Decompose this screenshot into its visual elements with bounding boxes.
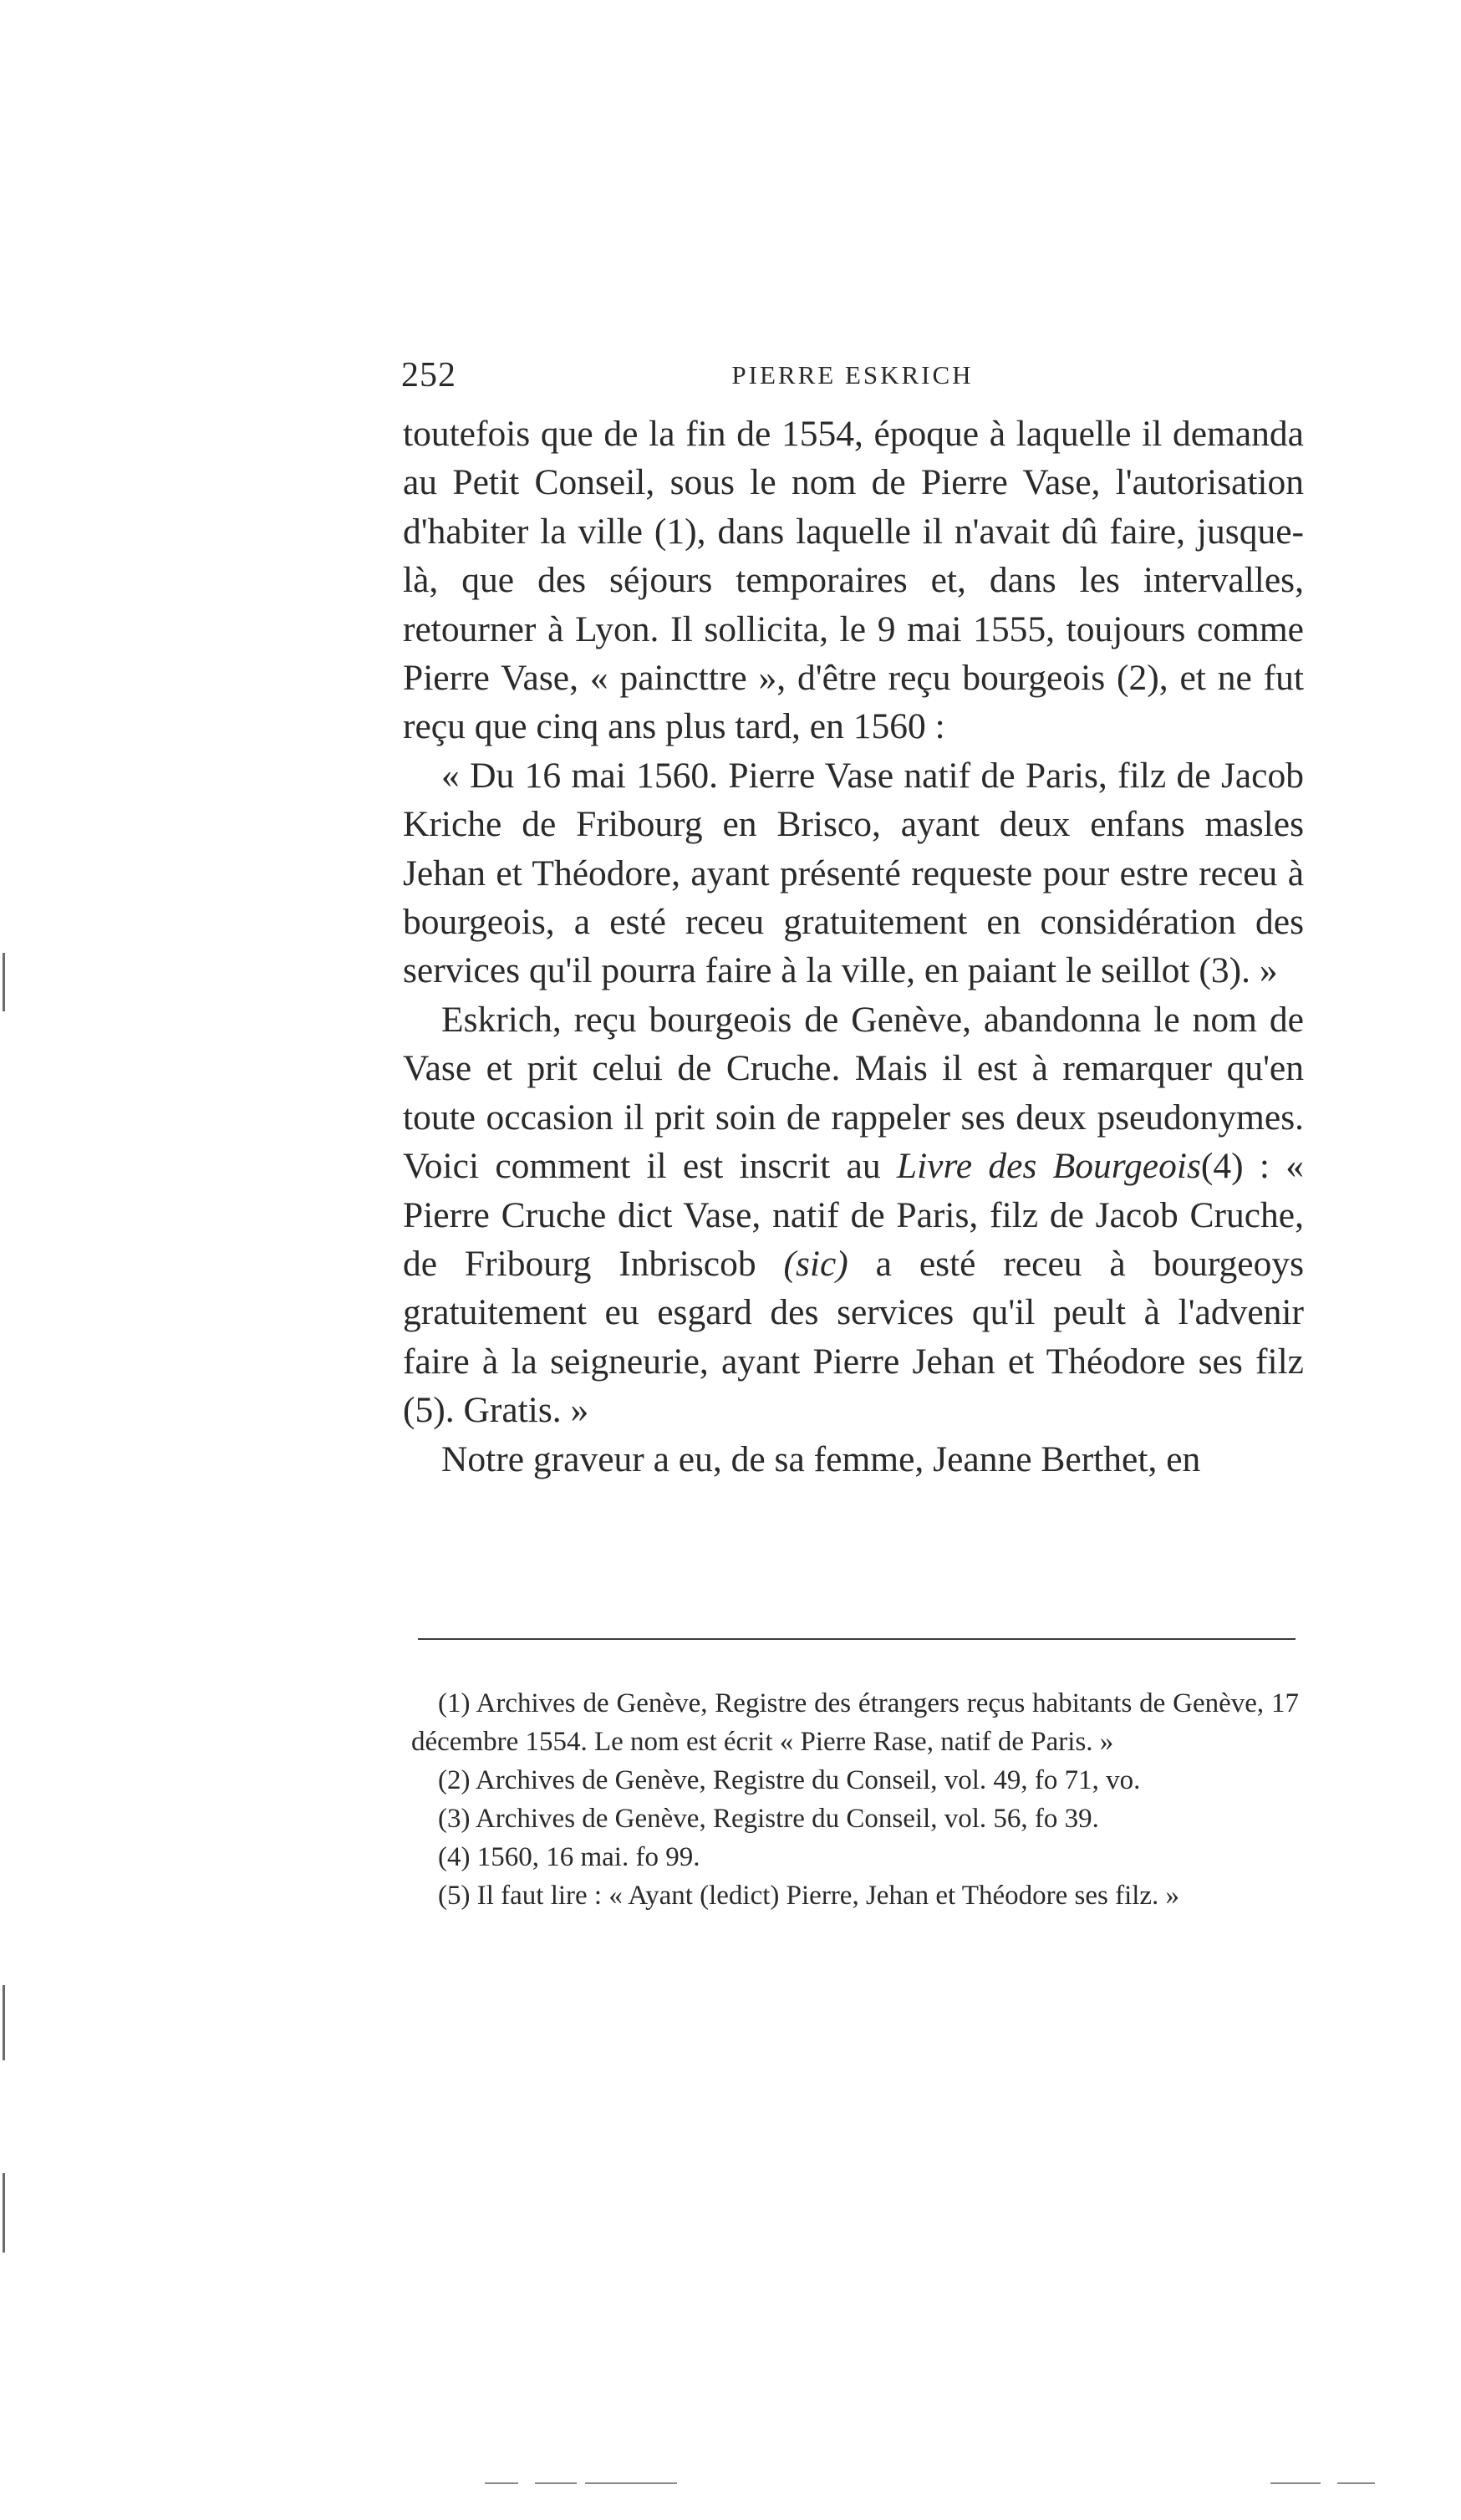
scan-bottom-dash: [1337, 2482, 1375, 2484]
scan-bottom-dash: [585, 2482, 677, 2484]
body-paragraph-3: [403, 995, 1304, 1435]
footnote-5: (5) Il faut lire : « Ayant (ledict) Pierre, Jehan et Théodore ses filz. »: [438, 1881, 1180, 1911]
sic-annotation: (sic): [783, 1243, 848, 1284]
scan-edge-mark: [3, 2173, 5, 2253]
scan-bottom-dash: [1270, 2482, 1321, 2484]
footnotes: [411, 1684, 1299, 1915]
paragraph-3-text-a: Eskrich, reçu bourgeois de Genève, abandonna le nom de Vase et prit celui de Cruche. Mais il est à remarquer qu'en toute occasion il prit soin de rappeler ses deux pseudonymes. Voici comment il est inscrit au: [403, 999, 1304, 1187]
scan-edge-mark: [3, 953, 5, 1011]
footnote-4: (4) 1560, 16 mai. fo 99.: [438, 1842, 700, 1872]
page-number: 252: [401, 356, 456, 395]
body-paragraph-2-quote: « Du 16 mai 1560. Pierre Vase natif de Paris, filz de Jacob Kriche de Fribourg en Brisco, ayant deux enfans masles Jehan et Théodore, ayant présenté requeste pour estre receu à bourgeois, a esté receu gratuitement en considération des services qu'il pourra faire à la ville, en paiant le seillot (3). »: [403, 755, 1304, 991]
footnote-1: (1) Archives de Genève, Registre des étrangers reçus habitants de Genève, 17 décembre 1554. Le nom est écrit « Pierre Rase, natif de Paris. »: [411, 1688, 1299, 1757]
footnote-separator: [418, 1638, 1296, 1640]
paragraph-3-text-b: (4) : « Pierre Cruche dict Vase, natif de Paris, filz de Jacob Cruche, de Fribourg Inbriscob: [403, 1146, 1305, 1284]
scan-bottom-dash: [485, 2482, 518, 2484]
scan-edge-mark: [3, 1985, 5, 2060]
body-paragraph-1: toutefois que de la fin de 1554, époque à laquelle il demanda au Petit Conseil, sous le nom de Pierre Vase, l'autorisation d'habiter la ville (1), dans laquelle il n'avait dû faire, jusque-là, que des séjours temporaires et, dans les intervalles, retourner à Lyon. Il sollicita, le 9 mai 1555, toujours comme Pierre Vase, « paincttre », d'être reçu bourgeois (2), et ne fut reçu que cinq ans plus tard, en 1560 :: [403, 414, 1304, 747]
running-head: [401, 355, 1304, 405]
body-paragraph-4: Notre graveur a eu, de sa femme, Jeanne Berthet, en: [441, 1438, 1201, 1479]
scan-bottom-dash: [535, 2482, 577, 2484]
footnote-3: (3) Archives de Genève, Registre du Conseil, vol. 56, fo 39.: [438, 1804, 1099, 1834]
paragraph-3-text-c: a esté receu à bourgeoys gratuitement eu esgard des services qu'il peult à l'advenir faire à la seigneurie, ayant Pierre Jehan et Théodore ses filz (5). Gratis. »: [403, 1243, 1305, 1431]
page-heading: PIERRE ESKRICH: [731, 360, 974, 389]
livre-des-bourgeois-title: Livre des Bourgeois: [896, 1146, 1201, 1187]
body-text: [403, 410, 1304, 1484]
footnote-2: (2) Archives de Genève, Registre du Conseil, vol. 49, fo 71, vo.: [438, 1765, 1141, 1795]
